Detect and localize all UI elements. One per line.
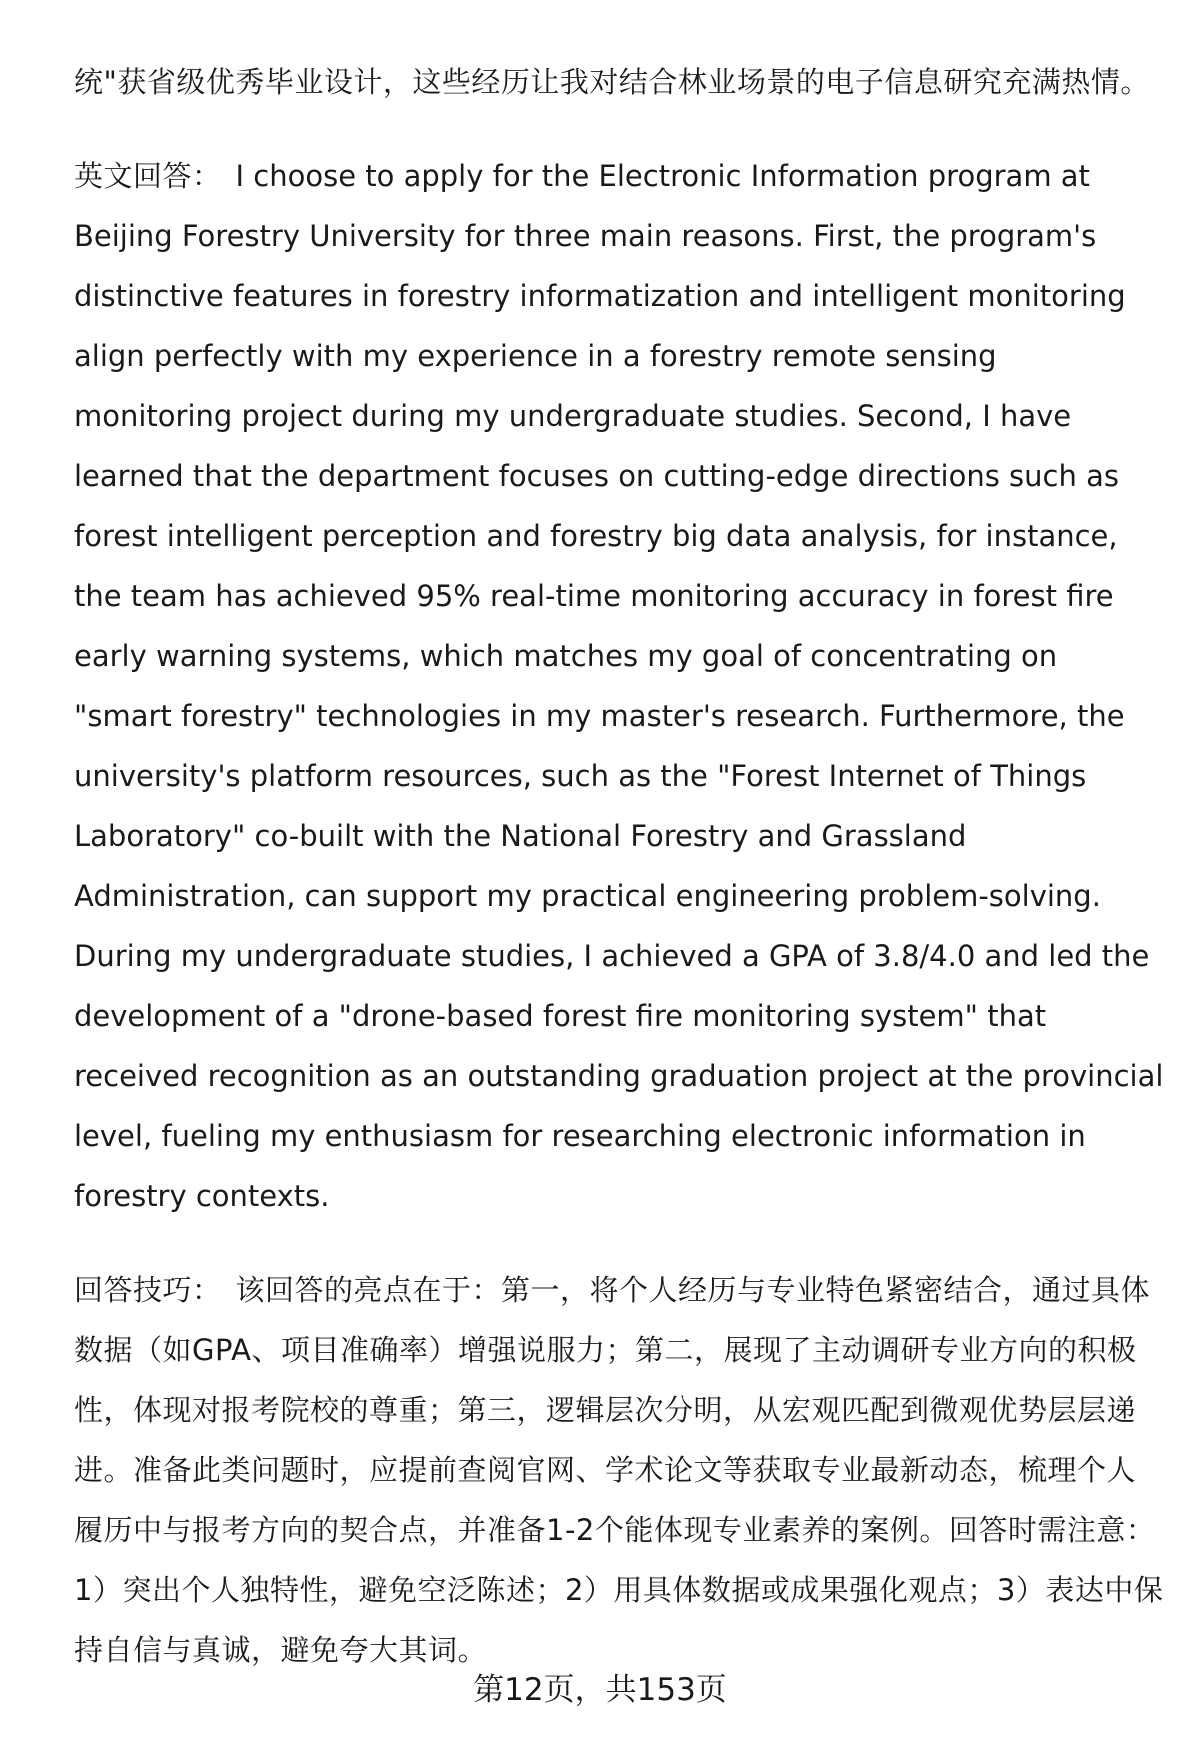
continuation-paragraph [74,52,1164,112]
english-answer-label: 英文回答： [74,159,222,193]
answer-tips-paragraph [74,1260,1164,1680]
page-number-footer: 第12页，共153页 [473,1672,727,1708]
answer-tips-label: 回答技巧： [74,1273,222,1307]
english-answer-text: I choose to apply for the Electronic Information program at Beijing Forestry University for three main reasons. First, the program's distinctive features in forestry informatization and intelligent monitoring align perfectly with my experience in a forestry remote sensing monitoring project during my undergraduate studies. Second, I have learned that the department focuses on cutting-edge directions such as forest intelligent perception and forestry big data analysis, for instance, the team has achieved 95% real-time monitoring accuracy in forest fire early warning systems, which matches my goal of concentrating on "smart forestry" technologies in my master's research. Furthermore, the university's platform resources, such as the "Forest Internet of Things Laboratory" co-built with the National Forestry and Grassland Administration, can support my practical engineering problem-solving. During my undergraduate studies, I achieved a GPA of 3.8/4.0 and led the development of a "drone-based forest fire monitoring system" that received recognition as an outstanding graduation project at the provincial level, fueling my enthusiasm for researching electronic information in forestry contexts. [74,159,1164,1213]
english-answer-paragraph [74,146,1164,1226]
continuation-text: 统"获省级优秀毕业设计，这些经历让我对结合林业场景的电子信息研究充满热情。 [74,65,1150,99]
page-content [74,52,1164,1714]
answer-tips-text: 该回答的亮点在于：第一，将个人经历与专业特色紧密结合，通过具体数据（如GPA、项目准确率）增强说服力；第二，展现了主动调研专业方向的积极性，体现对报考院校的尊重；第三，逻辑层次分明，从宏观匹配到微观优势层层递进。准备此类问题时，应提前查阅官网、学术论文等获取专业最新动态，梳理个人履历中与报考方向的契合点，并准备1-2个能体现专业素养的案例。回答时需注意：1）突出个人独特性，避免空泛陈述；2）用具体数据或成果强化观点；3）表达中保持自信与真诚，避免夸大其词。 [74,1273,1164,1667]
